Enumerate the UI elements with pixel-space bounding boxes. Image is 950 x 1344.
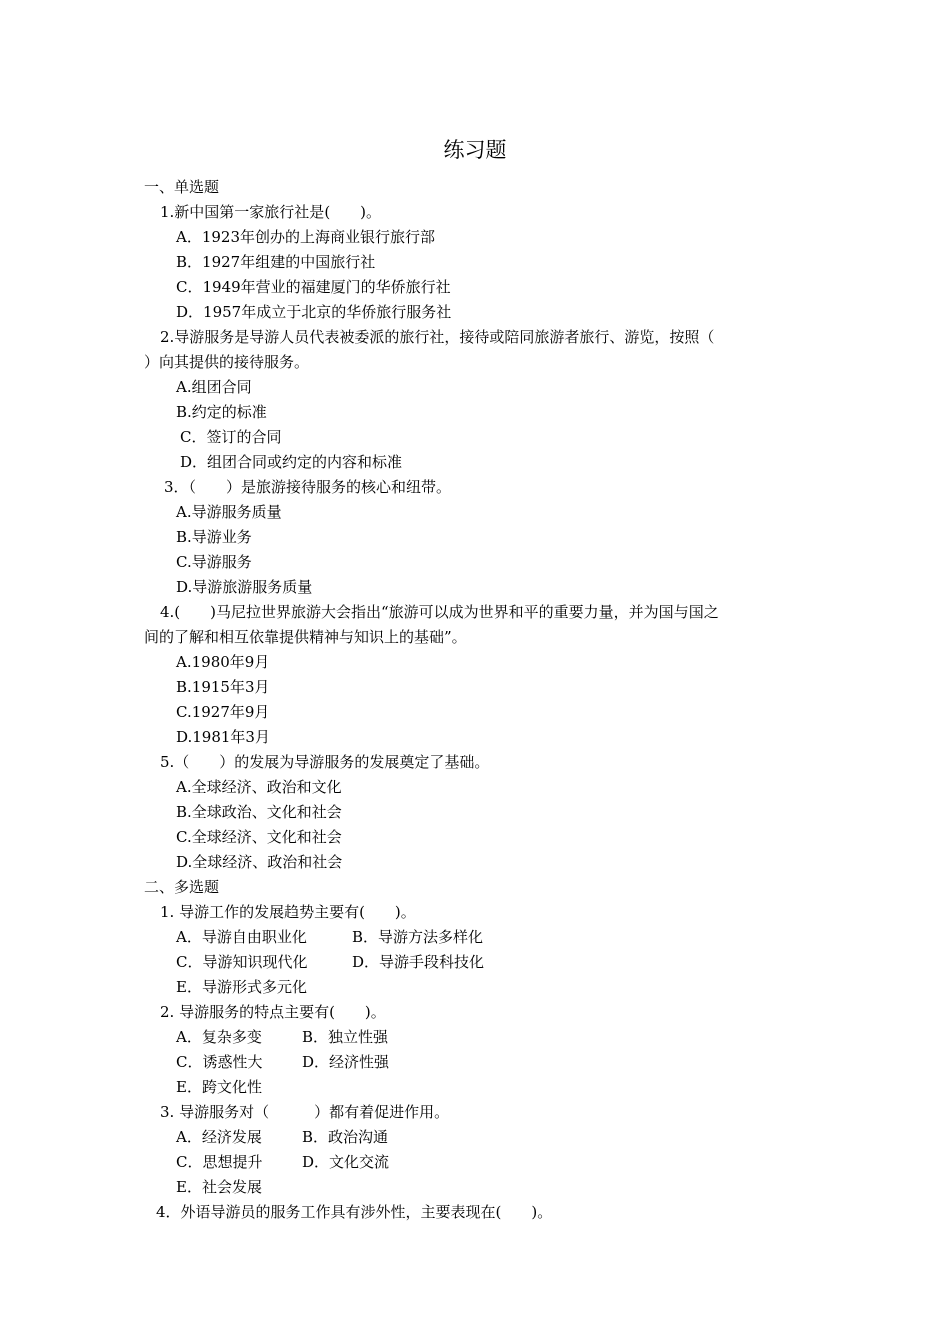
option: D．导游手段科技化 bbox=[352, 953, 485, 971]
option: A.1980年9月 bbox=[176, 653, 270, 671]
option: C．诱惑性大 bbox=[176, 1053, 263, 1071]
option: C.全球经济、文化和社会 bbox=[176, 828, 342, 846]
option: A．1923年创办的上海商业银行旅行部 bbox=[176, 228, 436, 246]
option: A．复杂多变 bbox=[176, 1028, 262, 1046]
option: C．1949年营业的福建厦门的华侨旅行社 bbox=[176, 278, 451, 296]
question-stem: 5.（ ）的发展为导游服务的发展奠定了基础。 bbox=[160, 753, 490, 771]
option: B.导游业务 bbox=[176, 528, 252, 546]
question-stem-continuation: 间的了解和相互依靠提供精神与知识上的基础”。 bbox=[144, 628, 467, 646]
option: D.全球经济、政治和社会 bbox=[176, 853, 343, 871]
option: B．导游方法多样化 bbox=[352, 928, 484, 946]
question-stem: 1.新中国第一家旅行社是( )。 bbox=[160, 203, 382, 221]
option: A.全球经济、政治和文化 bbox=[176, 778, 342, 796]
option: D．文化交流 bbox=[302, 1153, 390, 1171]
option: C.导游服务 bbox=[176, 553, 252, 571]
option: B.全球政治、文化和社会 bbox=[176, 803, 342, 821]
question-stem: 3. 导游服务对（ ）都有着促进作用。 bbox=[160, 1103, 450, 1121]
question-stem: 4.( )马尼拉世界旅游大会指出“旅游可以成为世界和平的重要力量，并为国与国之 bbox=[160, 603, 719, 621]
option: B.约定的标准 bbox=[176, 403, 267, 421]
question-stem: 3．（ ）是旅游接待服务的核心和纽带。 bbox=[164, 478, 452, 496]
option: D.1981年3月 bbox=[176, 728, 270, 746]
option: E．跨文化性 bbox=[176, 1078, 262, 1096]
option: A．经济发展 bbox=[176, 1128, 262, 1146]
option: A．导游自由职业化 bbox=[176, 928, 307, 946]
section-heading-single-choice: 一、单选题 bbox=[144, 178, 220, 196]
question-stem-continuation: ）向其提供的接待服务。 bbox=[144, 353, 310, 371]
page-title: 练习题 bbox=[443, 138, 507, 162]
option: A.导游服务质量 bbox=[176, 503, 282, 521]
option: C．思想提升 bbox=[176, 1153, 263, 1171]
option: C．导游知识现代化 bbox=[176, 953, 308, 971]
option: A.组团合同 bbox=[176, 378, 252, 396]
question-stem: 1. 导游工作的发展趋势主要有( )。 bbox=[160, 903, 416, 921]
option: E．社会发展 bbox=[176, 1178, 262, 1196]
option: B．政治沟通 bbox=[302, 1128, 389, 1146]
option: C．签订的合同 bbox=[180, 428, 282, 446]
section-heading-multiple-choice: 二、多选题 bbox=[144, 878, 220, 896]
question-stem: 2. 导游服务的特点主要有( )。 bbox=[160, 1003, 386, 1021]
option: D.导游旅游服务质量 bbox=[176, 578, 313, 596]
option: B．1927年组建的中国旅行社 bbox=[176, 253, 376, 271]
option: B.1915年3月 bbox=[176, 678, 270, 696]
option: D．组团合同或约定的内容和标准 bbox=[180, 453, 403, 471]
question-stem: 2.导游服务是导游人员代表被委派的旅行社，接待或陪同旅游者旅行、游览，按照（ bbox=[160, 328, 715, 346]
option: D．经济性强 bbox=[302, 1053, 390, 1071]
option: B．独立性强 bbox=[302, 1028, 389, 1046]
option: C.1927年9月 bbox=[176, 703, 270, 721]
option: D．1957年成立于北京的华侨旅行服务社 bbox=[176, 303, 452, 321]
question-stem: 4．外语导游员的服务工作具有涉外性，主要表现在( )。 bbox=[156, 1203, 553, 1221]
option: E．导游形式多元化 bbox=[176, 978, 307, 996]
